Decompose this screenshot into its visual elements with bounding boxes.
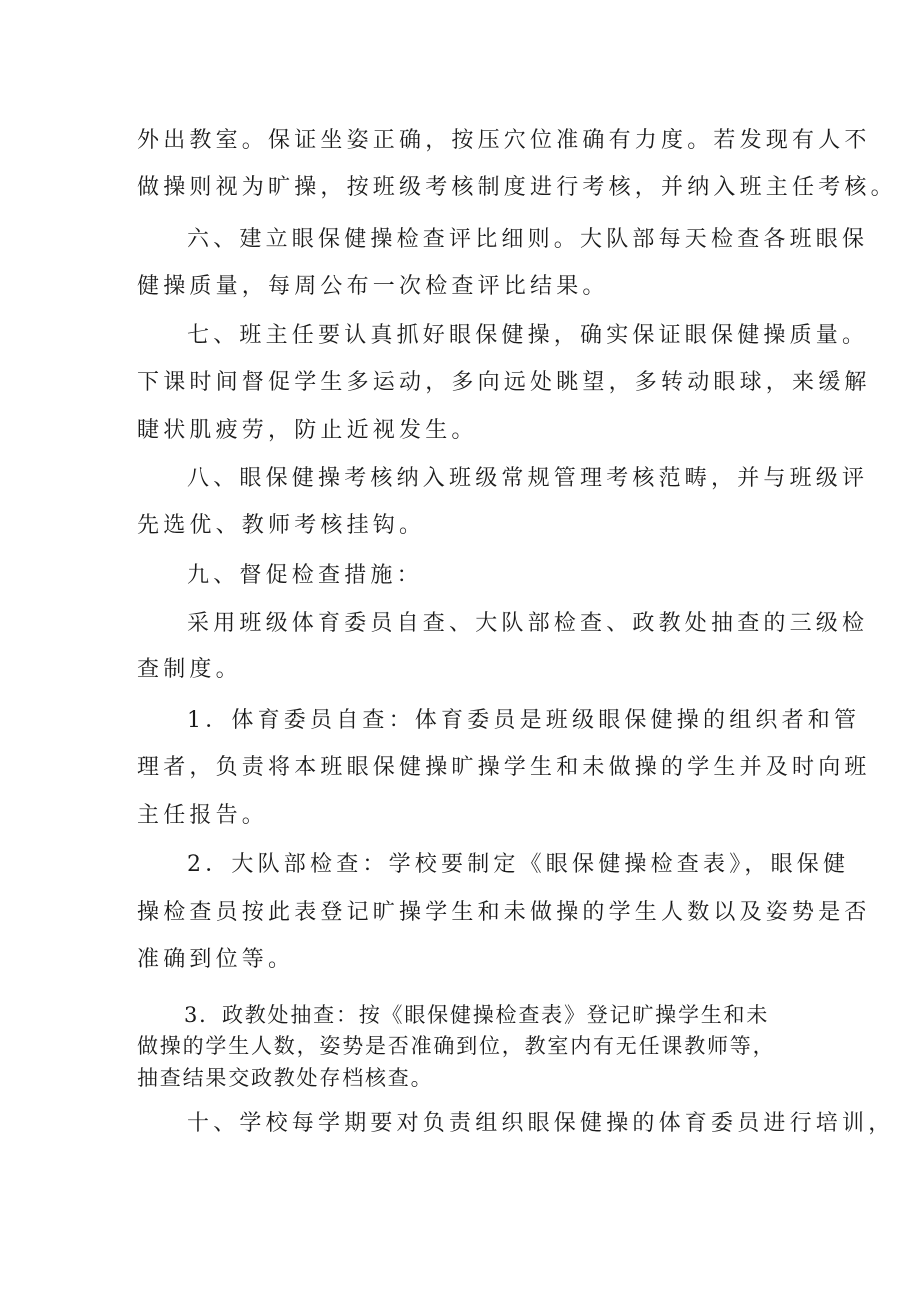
paragraph-seven-heading: 七、班主任要认真抓好眼保健操，确实保证眼保健操质量。	[187, 323, 869, 348]
paragraph-eight-heading: 八、眼保健操考核纳入班级常规管理考核范畴，并与班级评	[187, 466, 869, 491]
item-two-heading: 2．大队部检查：学校要制定《眼保健操检查表》，眼保健	[187, 852, 850, 877]
text-line: 睫状肌疲劳，防止近视发生。	[137, 418, 478, 443]
text-line: 外出教室。保证坐姿正确，按压穴位准确有力度。若发现有人不	[137, 128, 871, 153]
item-three-heading: 3．政教处抽查：按《眼保健操检查表》登记旷操学生和未	[184, 1003, 770, 1027]
text-line: 查制度。	[137, 657, 242, 682]
text-line: 先选优、教师考核挂钩。	[137, 513, 426, 538]
text-line: 做操的学生人数，姿势是否准确到位，教室内有无任课教师等，	[137, 1034, 776, 1058]
text-line: 理者，负责将本班眼保健操旷操学生和未做操的学生并及时向班	[137, 755, 871, 780]
text-line: 抽查结果交政教处存档核查。	[137, 1066, 434, 1090]
text-line: 操检查员按此表登记旷操学生和未做操的学生人数以及姿势是否	[137, 900, 871, 925]
text-line: 准确到位等。	[137, 947, 295, 972]
text-line: 做操则视为旷操，按班级考核制度进行考核，并纳入班主任考核。	[137, 175, 897, 200]
text-line: 采用班级体育委员自查、大队部检查、政教处抽查的三级检	[187, 611, 869, 636]
paragraph-ten-heading: 十、学校每学期要对负责组织眼保健操的体育委员进行培训，	[187, 1111, 895, 1136]
paragraph-six-heading: 六、建立眼保健操检查评比细则。大队部每天检查各班眼保	[187, 227, 869, 252]
text-line: 主任报告。	[137, 803, 269, 828]
text-line: 健操质量，每周公布一次检查评比结果。	[137, 274, 609, 299]
item-one-heading: 1．体育委员自查：体育委员是班级眼保健操的组织者和管	[187, 708, 861, 733]
paragraph-nine-heading: 九、督促检查措施：	[187, 563, 423, 588]
text-line: 下课时间督促学生多运动，多向远处眺望，多转动眼球，来缓解	[137, 370, 871, 395]
